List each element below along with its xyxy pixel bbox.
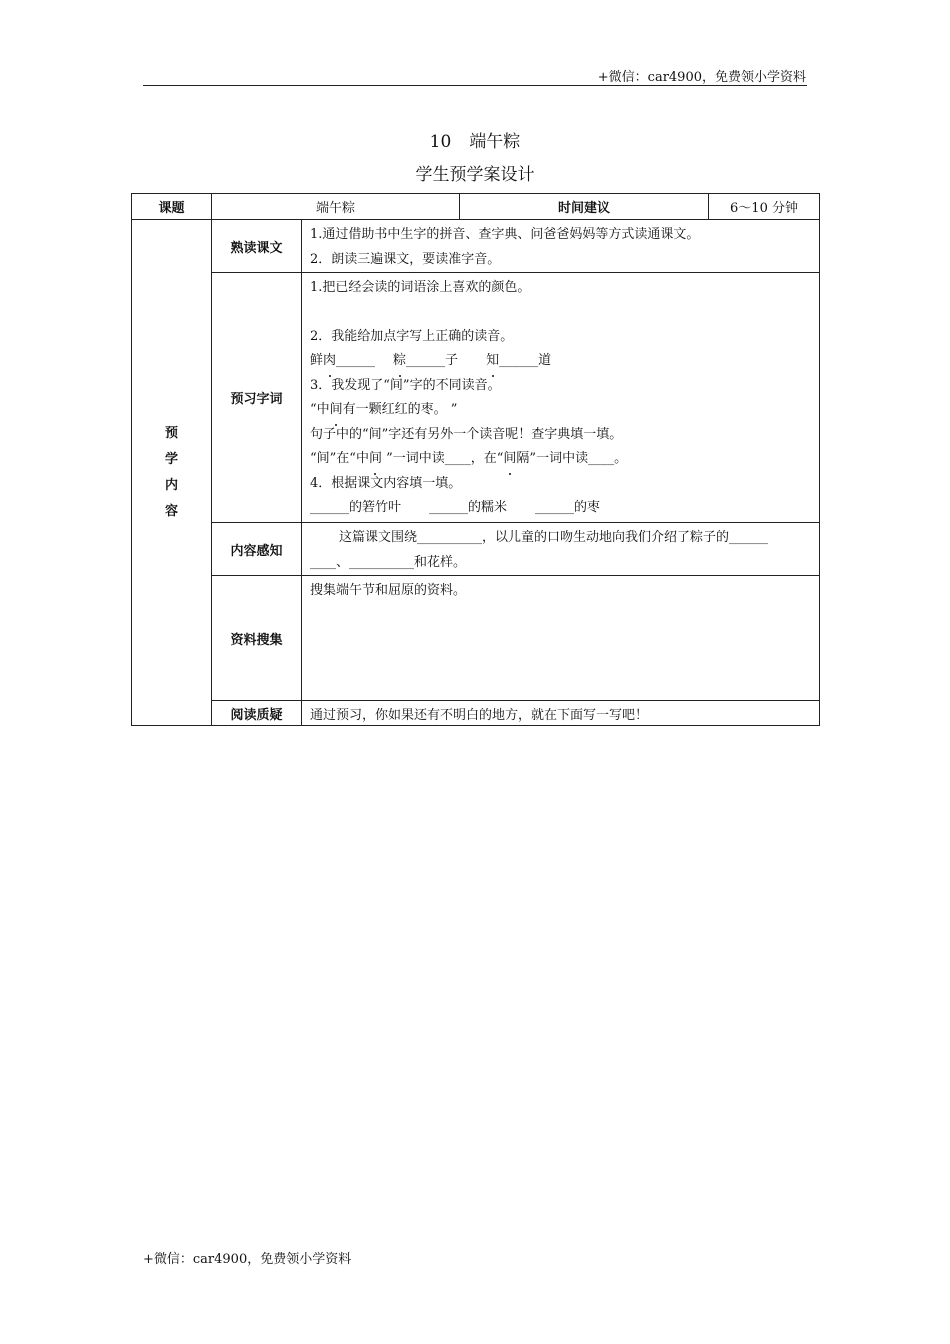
section-char: 学 bbox=[164, 451, 178, 467]
text: “间”在“中 bbox=[310, 451, 369, 466]
polyphone-line bbox=[310, 447, 811, 472]
blank: ____ bbox=[444, 451, 471, 466]
dotted-char: 知 bbox=[486, 349, 499, 374]
dotted-char: 肉 bbox=[323, 349, 336, 374]
topic-value: 端午粽 bbox=[212, 194, 460, 220]
questions-text: 通过预习，你如果还有不明白的地方，就在下面写一写吧！ bbox=[302, 701, 820, 726]
reading-label: 熟读课文 bbox=[212, 220, 302, 273]
text: 的箬竹叶 bbox=[349, 500, 402, 515]
text: ，在“ bbox=[470, 451, 504, 466]
blank: ______ bbox=[535, 500, 575, 515]
vocab-content bbox=[302, 273, 820, 523]
text: “中 bbox=[310, 402, 330, 417]
fill-in-line bbox=[310, 496, 811, 521]
materials-label: 资料搜集 bbox=[212, 576, 302, 701]
pronunciation-line bbox=[310, 349, 811, 374]
perception-content bbox=[302, 523, 820, 576]
lesson-number: 10 bbox=[429, 132, 452, 152]
text: ”一词中读 bbox=[381, 451, 445, 466]
word-char: 道 bbox=[538, 353, 552, 368]
lesson-title bbox=[0, 127, 950, 152]
header-rule bbox=[143, 85, 807, 86]
perception-line: ____、__________和花样。 bbox=[310, 554, 467, 570]
section-char: 容 bbox=[164, 503, 178, 519]
vocab-line: 3．我发现了“间”字的不同读音。 bbox=[310, 377, 501, 393]
quote-line bbox=[310, 398, 811, 423]
text: 的枣 bbox=[574, 500, 601, 515]
blank: ____ bbox=[588, 451, 615, 466]
materials-content bbox=[302, 576, 820, 701]
questions-row bbox=[132, 701, 820, 726]
word-char: 子 bbox=[445, 353, 459, 368]
questions-label: 阅读质疑 bbox=[212, 701, 302, 726]
lesson-name: 端午粽 bbox=[469, 132, 521, 152]
time-label: 时间建议 bbox=[460, 194, 709, 220]
reading-line: 1.通过借助书中生字的拼音、查字典、问爸爸妈妈等方式读通课文。 bbox=[310, 227, 700, 242]
vocab-line: 句子中的“间”字还有另外一个读音呢！查字典填一填。 bbox=[310, 426, 623, 442]
text: 。 bbox=[614, 451, 628, 466]
perception-row bbox=[132, 523, 820, 576]
perception-label: 内容感知 bbox=[212, 523, 302, 576]
blank: ______ bbox=[429, 500, 469, 515]
spacer bbox=[310, 301, 811, 325]
dotted-char: 粽 bbox=[393, 349, 406, 374]
blank: ______ bbox=[406, 353, 446, 368]
section-char: 内 bbox=[164, 477, 178, 493]
section-char: 预 bbox=[164, 425, 178, 441]
word-char: 鲜 bbox=[310, 353, 324, 368]
perception-line: 这篇课文围绕__________，以儿童的口吻生动地向我们介绍了粽子的______ bbox=[339, 530, 769, 545]
reading-row bbox=[132, 220, 820, 273]
dotted-char: 间 bbox=[369, 447, 382, 472]
time-value: 6～10 分钟 bbox=[709, 194, 820, 220]
vocab-row bbox=[132, 273, 820, 523]
footer-note: +微信：car4900，免费领小学资料 bbox=[143, 1252, 352, 1267]
header-note: +微信：car4900，免费领小学资料 bbox=[597, 70, 806, 85]
materials-row bbox=[132, 576, 820, 701]
text: 有一颗红红的枣。 ” bbox=[342, 402, 458, 417]
blank: ______ bbox=[336, 353, 376, 368]
preview-table bbox=[131, 193, 820, 726]
vocab-line: 4．根据课文内容填一填。 bbox=[310, 475, 462, 491]
blank: ______ bbox=[310, 500, 349, 515]
vocab-line: 2．我能给加点字写上正确的读音。 bbox=[310, 328, 514, 344]
reading-line: 2．朗读三遍课文，要读准字音。 bbox=[310, 251, 501, 267]
dotted-char: 间 bbox=[330, 398, 343, 423]
worksheet-subtitle: 学生预学案设计 bbox=[415, 165, 535, 185]
vocab-label: 预习字词 bbox=[212, 273, 302, 523]
section-label bbox=[132, 220, 212, 726]
topic-label: 课题 bbox=[132, 194, 212, 220]
materials-text: 搜集端午节和屈原的资料。 bbox=[310, 583, 467, 598]
topic-row bbox=[132, 194, 820, 220]
vocab-line: 1.把已经会读的词语涂上喜欢的颜色。 bbox=[310, 280, 531, 295]
text: 隔”一词中读 bbox=[516, 451, 589, 466]
dotted-char: 间 bbox=[503, 447, 516, 472]
blank: ______ bbox=[499, 353, 539, 368]
reading-content bbox=[302, 220, 820, 273]
text: 的糯米 bbox=[468, 500, 508, 515]
